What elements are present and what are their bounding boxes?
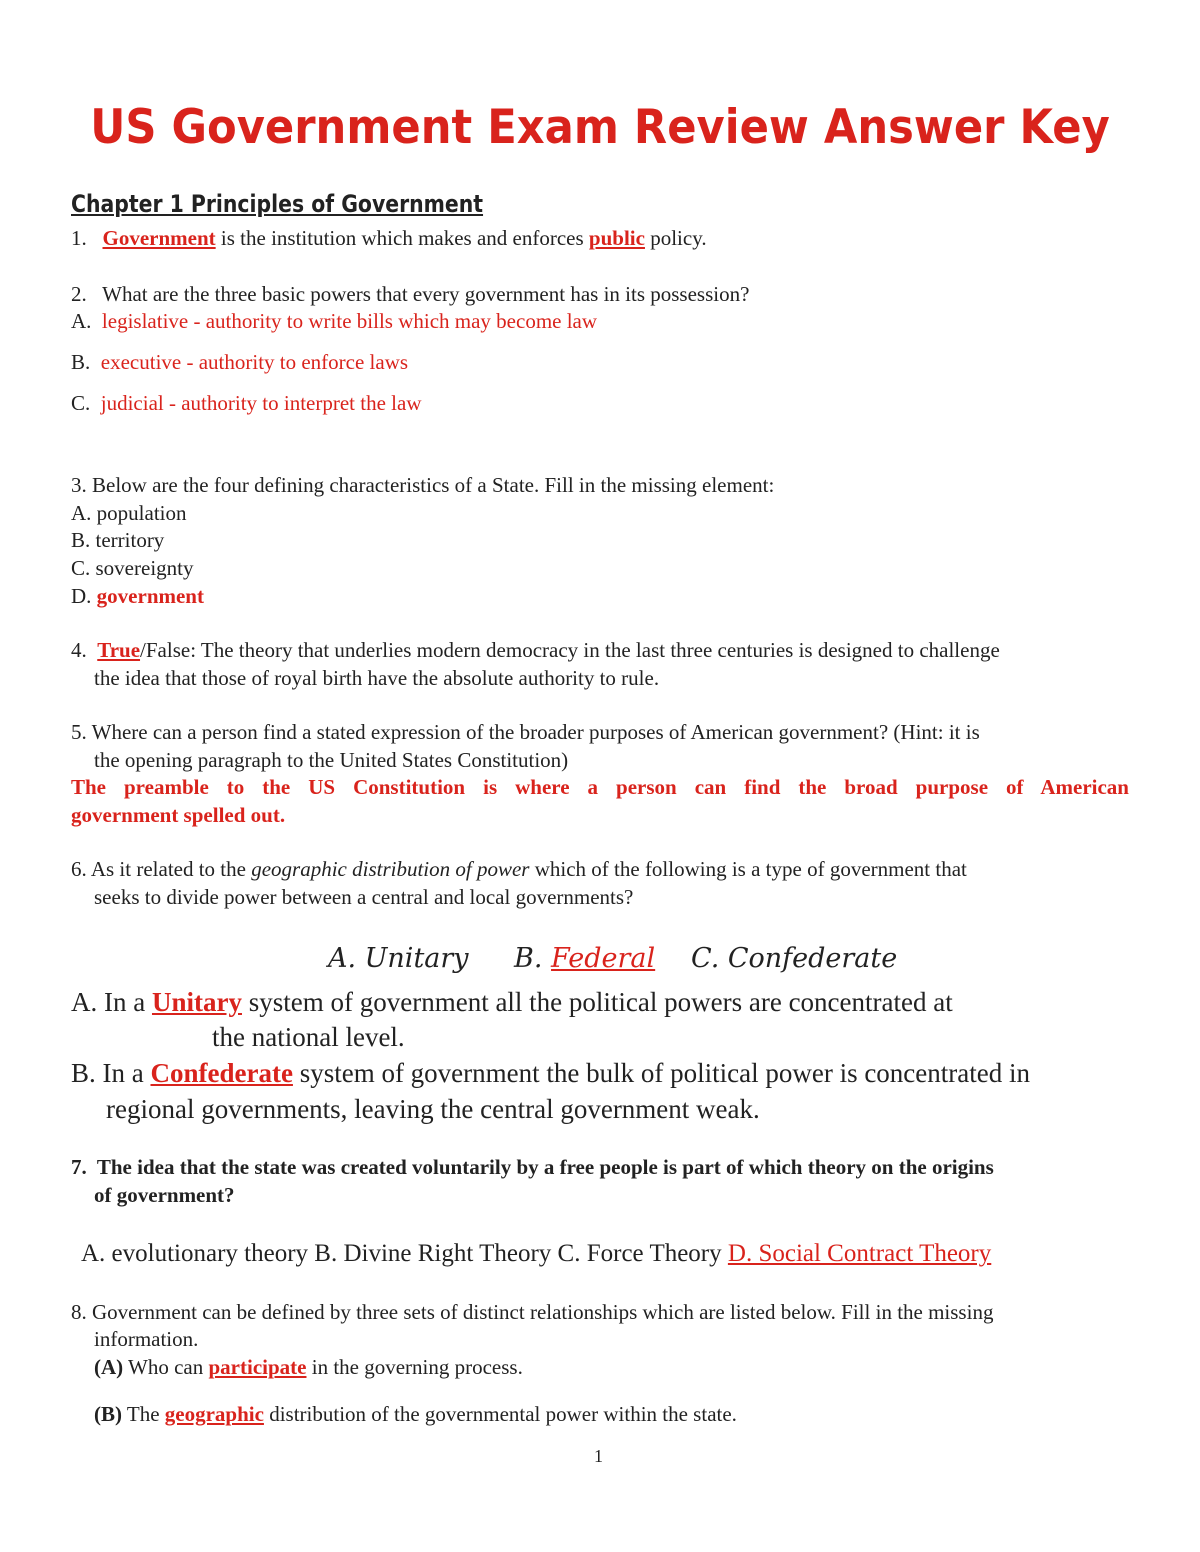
item-label: (B) xyxy=(94,1402,122,1426)
option-letter: B. xyxy=(71,350,91,374)
choice-a: A. Unitary xyxy=(328,943,469,974)
question-number: 2. xyxy=(71,282,87,306)
question-text-line: the opening paragraph to the United States Constitution) xyxy=(94,748,569,772)
option-letter: C. xyxy=(71,391,91,415)
list-item: A. population xyxy=(71,501,187,525)
choice-c: C. Confederate xyxy=(691,943,898,974)
answer-confederate: Confederate xyxy=(150,1058,293,1088)
answer-b-line xyxy=(71,1056,1030,1091)
question-number: 1. xyxy=(71,226,87,250)
option-answer: executive - authority to enforce laws xyxy=(100,350,409,374)
list-item: C. sovereignty xyxy=(71,556,194,580)
question-text: which of the following is a type of government that xyxy=(529,857,967,881)
question-1 xyxy=(71,224,707,252)
option-b xyxy=(71,348,408,376)
answer-text: A. In a xyxy=(71,987,152,1017)
question-4 xyxy=(71,636,1000,664)
page-number: 1 xyxy=(594,1446,603,1466)
option-letter: D. xyxy=(71,584,92,608)
option-answer: judicial - authority to interpret the law xyxy=(100,391,422,415)
question-text-line: seeks to divide power between a central and local governments? xyxy=(94,885,634,909)
option-letter: A. xyxy=(71,309,92,333)
option-c xyxy=(71,389,422,417)
item-text: distribution of the governmental power within the state. xyxy=(263,1402,737,1426)
question-text: The idea that the state was created voluntarily by a free people is part of which theory on the origins xyxy=(96,1155,994,1179)
answer-text: system of government the bulk of political power is concentrated in xyxy=(292,1058,1030,1088)
question-8: 8. Government can be defined by three sets of distinct relationships which are listed below. Fill in the missing xyxy=(71,1300,994,1324)
answer-government: Government xyxy=(102,226,216,250)
question-text-line: of government? xyxy=(94,1183,235,1207)
list-item: B. territory xyxy=(71,528,165,552)
question-number: 4. xyxy=(71,638,87,662)
question-text: /False: The theory that underlies modern democracy in the last three centuries is designed to challenge xyxy=(140,638,1000,662)
answer-public: public xyxy=(588,226,645,250)
option-a xyxy=(71,307,597,335)
answer-participate: participate xyxy=(208,1355,307,1379)
choice-list: A. evolutionary theory B. Divine Right Theory C. Force Theory xyxy=(81,1240,728,1267)
answer-choices xyxy=(81,1240,991,1268)
answer-b-line2: regional governments, leaving the central government weak. xyxy=(106,1094,760,1124)
question-text: policy. xyxy=(644,226,707,250)
question-text: 6. As it related to the xyxy=(71,857,252,881)
answer-text: The preamble to the US Constitution is where a person can find the broad purpose of American xyxy=(71,775,1129,799)
question-text-line: the idea that those of royal birth have the absolute authority to rule. xyxy=(94,666,660,690)
answer-text: system of government all the political powers are concentrated at xyxy=(241,987,953,1017)
question-text: is the institution which makes and enforces xyxy=(215,226,589,250)
answer-geographic: geographic xyxy=(164,1402,264,1426)
answer-a-line xyxy=(71,985,953,1020)
answer-a-line2: the national level. xyxy=(212,1022,405,1052)
item-text: in the governing process. xyxy=(306,1355,523,1379)
item-text: The xyxy=(122,1402,165,1426)
answer-unitary: Unitary xyxy=(151,987,242,1017)
question-5: 5. Where can a person find a stated expression of the broader purposes of American government? (Hint: it is xyxy=(71,720,980,744)
relationship-b xyxy=(94,1400,737,1428)
page-title: US Government Exam Review Answer Key xyxy=(90,100,1110,155)
relationship-a xyxy=(94,1353,523,1381)
question-6 xyxy=(71,855,967,883)
question-text: What are the three basic powers that every government has in its possession? xyxy=(102,282,750,306)
choice-letter: B. xyxy=(514,943,543,974)
question-7 xyxy=(71,1153,994,1181)
answer-social-contract: D. Social Contract Theory xyxy=(727,1240,992,1267)
answer-government: government xyxy=(96,584,204,608)
answer-true: True xyxy=(97,638,141,662)
question-text-line: information. xyxy=(94,1327,199,1351)
answer-federal: Federal xyxy=(551,943,656,974)
chapter-heading: Chapter 1 Principles of Government xyxy=(71,190,484,218)
question-italic: geographic distribution of power xyxy=(251,857,530,881)
list-item xyxy=(71,582,204,610)
answer-text: B. In a xyxy=(71,1058,151,1088)
choice-b xyxy=(514,943,655,974)
question-3: 3. Below are the four defining characteristics of a State. Fill in the missing element: xyxy=(71,473,775,497)
item-text: Who can xyxy=(123,1355,209,1379)
question-2 xyxy=(71,280,749,308)
answer-text: government spelled out. xyxy=(71,803,286,827)
question-number: 7. xyxy=(71,1155,87,1179)
option-answer: legislative - authority to write bills which may become law xyxy=(101,309,598,333)
item-label: (A) xyxy=(94,1355,124,1379)
